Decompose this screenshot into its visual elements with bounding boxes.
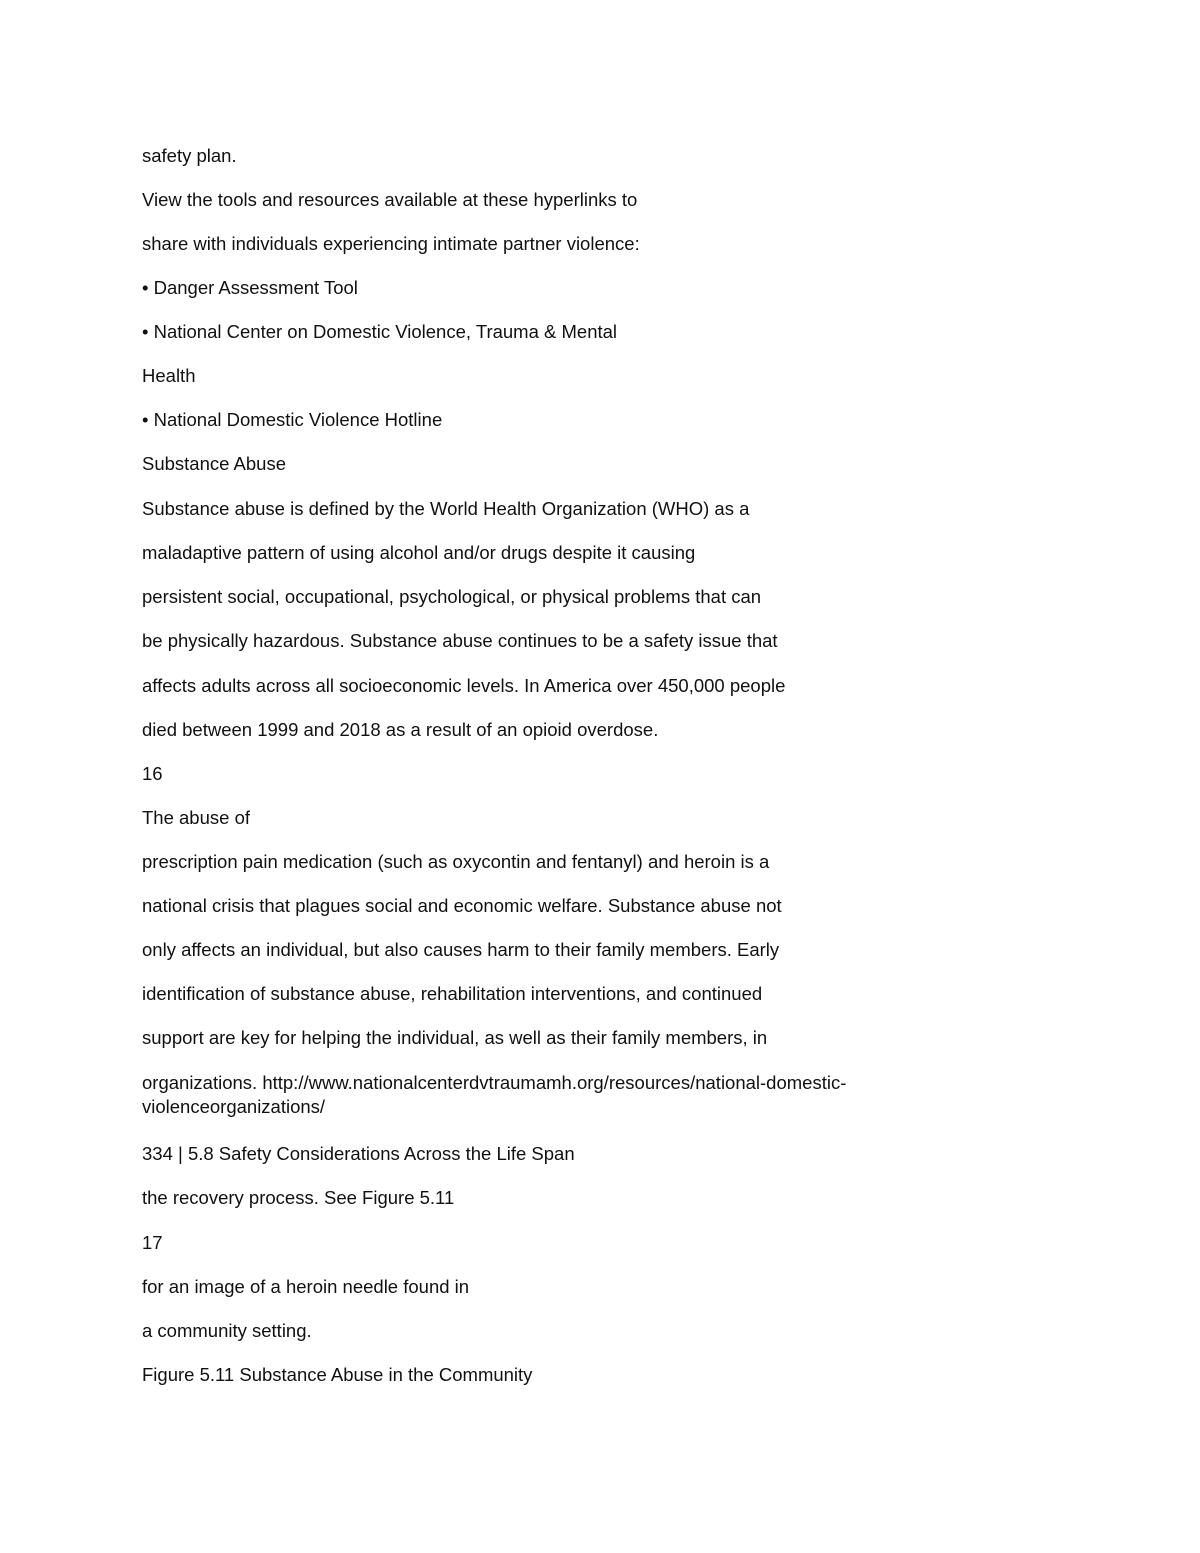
text-line: Health: [142, 365, 196, 386]
text-line: maladaptive pattern of using alcohol and/or drugs despite it causing: [142, 542, 696, 563]
text-line: identification of substance abuse, rehabilitation interventions, and continued: [142, 983, 763, 1004]
text-line: for an image of a heroin needle found in: [142, 1276, 470, 1297]
text-line: the recovery process. See Figure 5.11: [142, 1187, 455, 1208]
text-line: affects adults across all socioeconomic levels. In America over 450,000 people: [142, 675, 786, 696]
text-line: share with individuals experiencing intimate partner violence:: [142, 233, 640, 254]
text-line: national crisis that plagues social and economic welfare. Substance abuse not: [142, 895, 782, 916]
text-line: only affects an individual, but also causes harm to their family members. Early: [142, 939, 780, 960]
text-line: The abuse of: [142, 807, 250, 828]
text-line: be physically hazardous. Substance abuse continues to be a safety issue that: [142, 630, 778, 651]
text-line: prescription pain medication (such as oxycontin and fentanyl) and heroin is a: [142, 851, 770, 872]
footnote-url-line: violenceorganizations/: [142, 1096, 326, 1117]
text-line: Substance abuse is defined by the World Health Organization (WHO) as a: [142, 498, 750, 519]
bullet-item-national-center: • National Center on Domestic Violence, Trauma & Mental: [142, 321, 618, 342]
text-line: persistent social, occupational, psychological, or physical problems that can: [142, 586, 762, 607]
section-heading: Substance Abuse: [142, 453, 286, 474]
figure-caption: Figure 5.11 Substance Abuse in the Community: [142, 1364, 533, 1385]
text-line: safety plan.: [142, 145, 237, 166]
text-line: a community setting.: [142, 1320, 312, 1341]
page-footer: 334 | 5.8 Safety Considerations Across the Life Span: [142, 1143, 575, 1164]
text-line: support are key for helping the individual, as well as their family members, in: [142, 1027, 768, 1048]
footnote-number: 16: [142, 763, 163, 784]
bullet-item-danger-assessment: • Danger Assessment Tool: [142, 277, 358, 298]
text-line: View the tools and resources available at these hyperlinks to: [142, 189, 638, 210]
text-line: died between 1999 and 2018 as a result of an opioid overdose.: [142, 719, 659, 740]
footnote-url-line: organizations. http://www.nationalcenterdvtraumamh.org/resources/national-domestic-: [142, 1072, 847, 1093]
footnote-url: [142, 1071, 942, 1119]
bullet-item-hotline: • National Domestic Violence Hotline: [142, 409, 443, 430]
footnote-number: 17: [142, 1232, 163, 1253]
